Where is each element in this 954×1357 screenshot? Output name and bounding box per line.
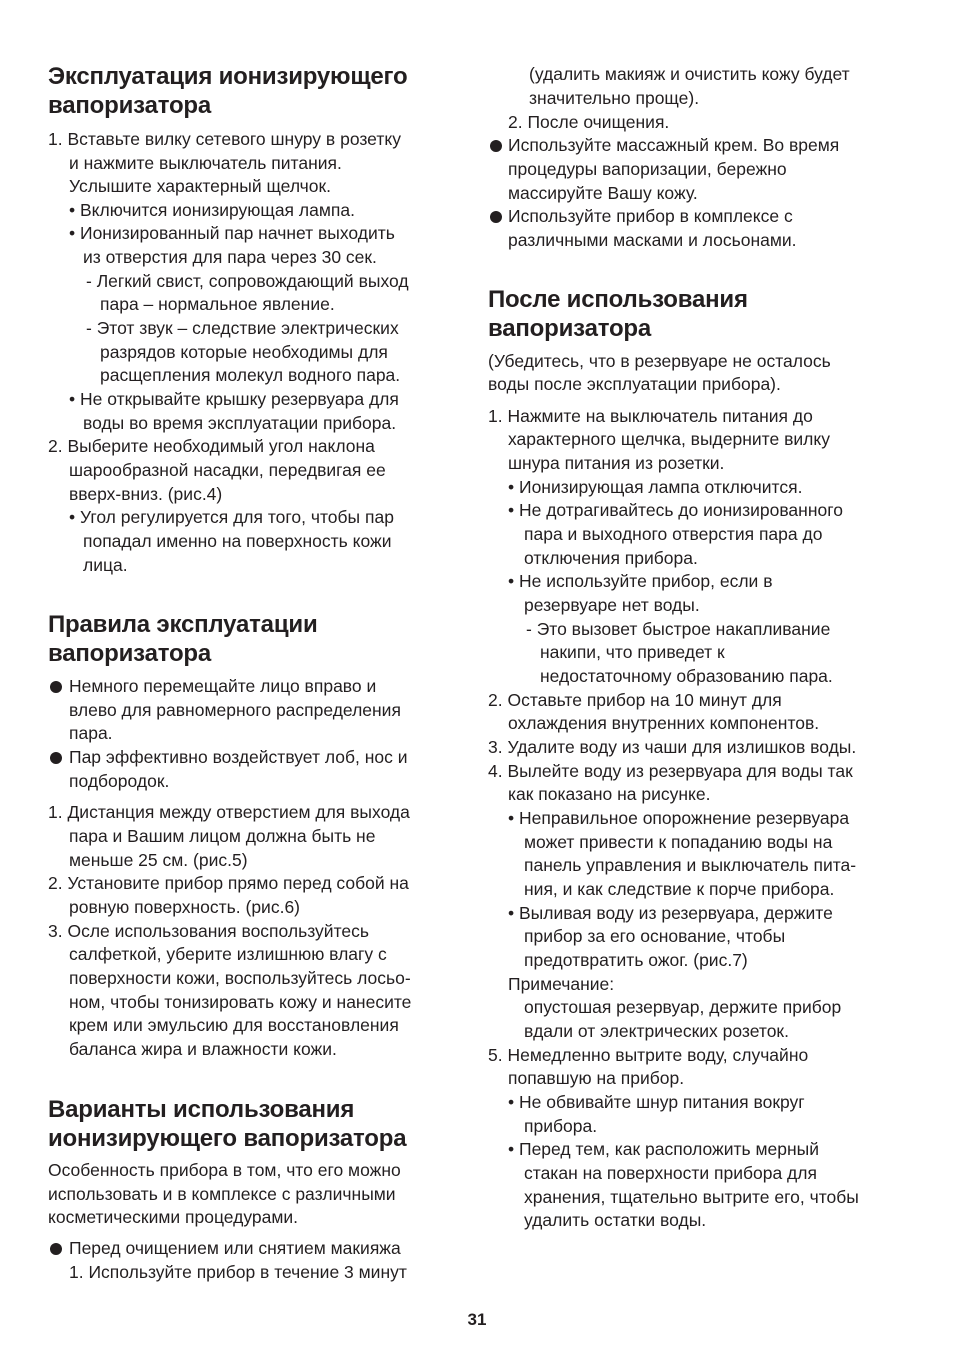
text-line: (удалить макияж и очистить кожу будет xyxy=(529,64,850,84)
text-line: Особенность прибора в том, что его можно xyxy=(48,1160,401,1180)
text-line: стакан на поверхности прибора для xyxy=(524,1163,817,1183)
text-line: недостаточному образованию пара. xyxy=(540,666,833,686)
text-line: воды после эксплуатации прибора). xyxy=(488,374,781,394)
text-line: ния, и как следствие к порче прибора. xyxy=(524,879,835,899)
text-line: • Не используйте прибор, если в xyxy=(508,571,773,591)
text-line: значительно проще). xyxy=(529,88,700,108)
text-line: меньше 25 см. (рис.5) xyxy=(69,850,248,870)
text-line: 1. Дистанция между отверстием для выхода xyxy=(48,802,410,822)
text-line: - Это вызовет быстрое накапливание xyxy=(526,619,831,639)
heading-after-use xyxy=(488,285,748,343)
text-line: косметическими процедурами. xyxy=(48,1207,299,1227)
text-line: резервуаре нет воды. xyxy=(524,595,700,615)
text-line: (Убедитесь, что в резервуаре не осталось xyxy=(488,351,831,371)
text-line: разрядов которые необходимы для xyxy=(100,342,388,362)
text-line: Услышите характерный щелчок. xyxy=(69,176,332,196)
text-line: баланса жира и влажности кожи. xyxy=(69,1039,337,1059)
text-line: пара. xyxy=(69,723,113,743)
text-line: характерного щелчка, выдерните вилку xyxy=(508,429,830,449)
text-line: • Перед тем, как расположить мерный xyxy=(508,1139,820,1159)
text-line: удалить остатки воды. xyxy=(524,1210,707,1230)
text-line: поверхности кожи, воспользуйтесь лосьо- xyxy=(69,968,411,988)
text-line: опустошая резервуар, держите прибор xyxy=(524,997,842,1017)
text-line: пара и Вашим лицом должна быть не xyxy=(69,826,376,846)
heading-line: вапоризатора xyxy=(48,92,212,119)
text-line: Используйте прибор в комплексе с xyxy=(508,206,793,226)
text-line: охлаждения внутренних компонентов. xyxy=(508,713,820,733)
text-line: панель управления и выключатель пита- xyxy=(524,855,857,875)
text-line: • Ионизированный пар начнет выходить xyxy=(69,223,395,243)
text-line: попавшую на прибор. xyxy=(508,1068,685,1088)
text-line: хранения, тщательно вытрите его, чтобы xyxy=(524,1187,859,1207)
text-line: • Включится ионизирующая лампа. xyxy=(69,200,355,220)
text-line: 3. Удалите воду из чаши для излишков воды. xyxy=(488,737,857,757)
text-line: массируйте Вашу кожу. xyxy=(508,183,698,203)
heading-line: После использования xyxy=(488,286,748,313)
text-line: пара – нормальное явление. xyxy=(100,294,335,314)
bullet-dot xyxy=(50,1243,62,1255)
text-line: 3. Осле использования воспользуйтесь xyxy=(48,921,369,941)
text-line: • Неправильное опорожнение резервуара xyxy=(508,808,850,828)
text-line: • Угол регулируется для того, чтобы пар xyxy=(69,507,394,527)
text-line: Примечание: xyxy=(508,974,615,994)
bullet-dot xyxy=(490,211,502,223)
heading-line: вапоризатора xyxy=(48,640,212,667)
bullet-dot xyxy=(490,140,502,152)
text-line: 1. Вставьте вилку сетевого шнуру в розетку xyxy=(48,129,401,149)
text-line: использовать и в комплексе с различными xyxy=(48,1184,396,1204)
heading-line: ионизирующего вапоризатора xyxy=(48,1125,407,1152)
text-line: попадал именно на поверхность кожи xyxy=(83,531,392,551)
text-line: 2. Установите прибор прямо перед собой на xyxy=(48,873,409,893)
page-number: 31 xyxy=(467,1310,487,1329)
text-line: воды во время эксплуатации прибора. xyxy=(83,413,397,433)
text-line: пара и выходного отверстия пара до xyxy=(524,524,823,544)
heading-line: Варианты использования xyxy=(48,1096,355,1123)
text-line: крем или эмульсию для восстановления xyxy=(69,1015,399,1035)
text-line: прибора. xyxy=(524,1116,598,1136)
text-line: отключения прибора. xyxy=(524,548,698,568)
heading-operation-rules xyxy=(48,610,318,668)
text-line: ровную поверхность. (рис.6) xyxy=(69,897,301,917)
text-line: салфеткой, уберите излишнюю влагу с xyxy=(69,944,387,964)
text-line: 1. Используйте прибор в течение 3 минут xyxy=(69,1262,407,1282)
bullet-dot xyxy=(50,752,62,764)
text-line: 1. Нажмите на выключатель питания до xyxy=(488,406,813,426)
text-line: подбородок. xyxy=(69,771,170,791)
text-line: • Не дотрагивайтесь до ионизированного xyxy=(508,500,843,520)
text-line: вверх-вниз. (рис.4) xyxy=(69,484,223,504)
text-line: Немного перемещайте лицо вправо и xyxy=(69,676,377,696)
text-line: 2. Выберите необходимый угол наклона xyxy=(48,436,375,456)
text-line: • Не обвивайте шнур питания вокруг xyxy=(508,1092,805,1112)
text-line: • Ионизирующая лампа отключится. xyxy=(508,477,803,497)
text-line: шнура питания из розетки. xyxy=(508,453,725,473)
text-line: накипи, что приведет к xyxy=(540,642,725,662)
text-line: 4. Вылейте воду из резервуара для воды так xyxy=(488,761,853,781)
text-line: Пар эффективно воздействует лоб, нос и xyxy=(69,747,408,767)
text-line: из отверстия для пара через 30 сек. xyxy=(83,247,377,267)
text-line: лица. xyxy=(83,555,128,575)
text-line: шарообразной насадки, передвигая ее xyxy=(69,460,386,480)
bullet-dot xyxy=(50,681,62,693)
text-line: предотвратить ожог. (рис.7) xyxy=(524,950,748,970)
text-line: 5. Немедленно вытрите воду, случайно xyxy=(488,1045,809,1065)
heading-ionizer-operation xyxy=(48,62,407,120)
text-line: • Выливая воду из резервуара, держите xyxy=(508,903,833,923)
text-line: и нажмите выключатель питания. xyxy=(69,153,342,173)
text-line: - Этот звук – следствие электрических xyxy=(86,318,399,338)
heading-line: Правила эксплуатации xyxy=(48,611,318,638)
text-line: вдали от электрических розеток. xyxy=(524,1021,789,1041)
text-line: • Не открывайте крышку резервуара для xyxy=(69,389,399,409)
text-line: расщепления молекул водного пара. xyxy=(100,365,401,385)
text-line: процедуры вапоризации, бережно xyxy=(508,159,787,179)
text-line: 2. После очищения. xyxy=(508,112,670,132)
text-line: влево для равномерного распределения xyxy=(69,700,401,720)
text-line: Используйте массажный крем. Во время xyxy=(508,135,840,155)
text-line: ном, чтобы тонизировать кожу и нанесите xyxy=(69,992,412,1012)
text-line: прибор за его основание, чтобы xyxy=(524,926,786,946)
heading-usage-options xyxy=(48,1095,406,1153)
text-line: - Легкий свист, сопровождающий выход xyxy=(86,271,409,291)
text-line: может привести к попаданию воды на xyxy=(524,832,833,852)
text-line: различными масками и лосьонами. xyxy=(508,230,797,250)
text-line: как показано на рисунке. xyxy=(508,784,711,804)
heading-line: вапоризатора xyxy=(488,315,652,342)
heading-line: Эксплуатация ионизирующего xyxy=(48,63,408,90)
text-line: Перед очищением или снятием макияжа xyxy=(69,1238,401,1258)
text-line: 2. Оставьте прибор на 10 минут для xyxy=(488,690,782,710)
